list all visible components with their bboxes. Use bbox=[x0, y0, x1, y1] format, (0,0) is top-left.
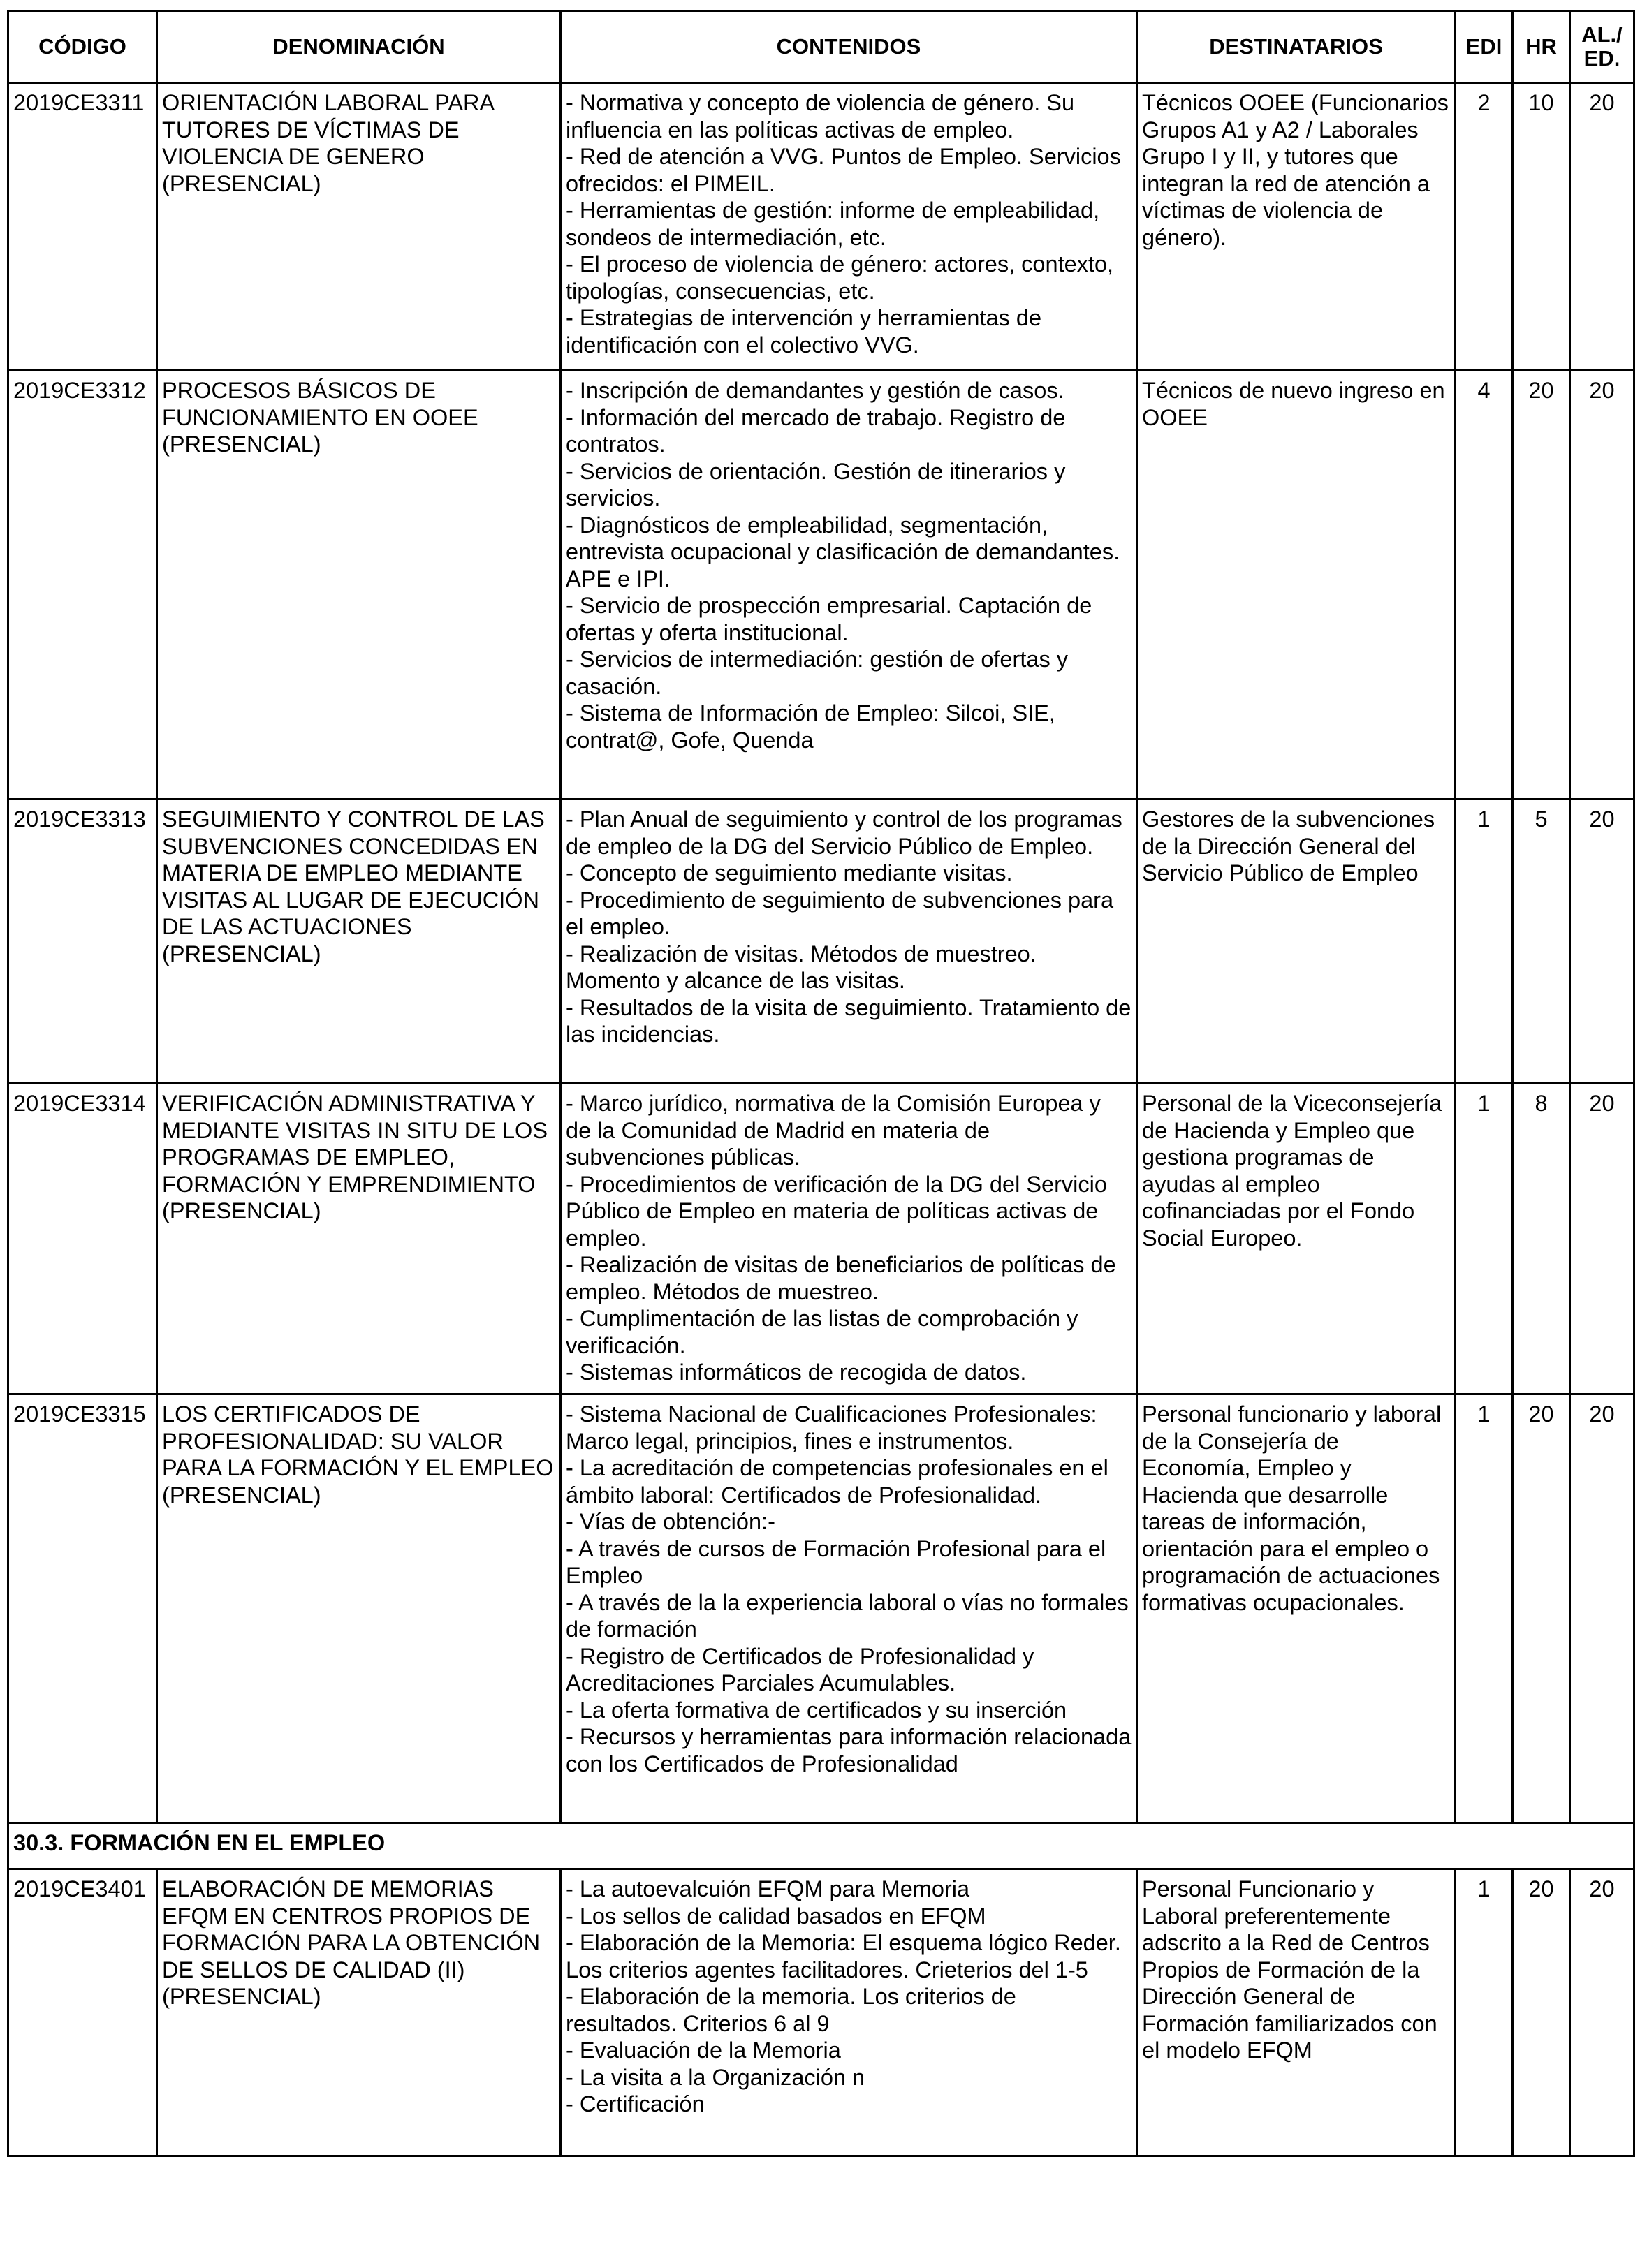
cell-codigo: 2019CE3312 bbox=[8, 371, 157, 800]
cell-al-ed: 20 bbox=[1570, 1394, 1634, 1823]
content-item: - Herramientas de gestión: informe de empleabilidad, sondeos de intermediación, etc. bbox=[566, 198, 1100, 250]
content-item: - Procedimientos de verificación de la DG del Servicio Público de Empleo en materia de políticas activas de empleo. bbox=[566, 1171, 1107, 1251]
course-table-page bbox=[7, 10, 1633, 2157]
cell-destinatarios: Personal funcionario y laboral de la Consejería de Economía, Empleo y Hacienda que desarrolle tareas de información, orientación para el empleo o programación de actuaciones formativas ocupacionales. bbox=[1137, 1394, 1456, 1823]
cell-destinatarios: Personal de la Viceconsejería de Hacienda y Empleo que gestiona programas de ayudas al empleo cofinanciadas por el Fondo Social Europeo. bbox=[1137, 1084, 1456, 1394]
cell-edi: 2 bbox=[1456, 83, 1513, 371]
cell-al-ed: 20 bbox=[1570, 800, 1634, 1084]
header-hr: HR bbox=[1513, 11, 1570, 83]
header-denominacion: DENOMINACIÓN bbox=[157, 11, 561, 83]
content-item: - Realización de visitas de beneficiarios de políticas de empleo. Métodos de muestreo. bbox=[566, 1252, 1116, 1304]
cell-contenidos bbox=[561, 83, 1137, 371]
content-item: - Procedimiento de seguimiento de subvenciones para el empleo. bbox=[566, 887, 1114, 939]
content-item: - Sistema de Información de Empleo: Silcoi, SIE, contrat@, Gofe, Quenda bbox=[566, 700, 1055, 753]
content-item: - Marco jurídico, normativa de la Comisión Europea y de la Comunidad de Madrid en materia de subvenciones públicas. bbox=[566, 1091, 1101, 1170]
content-item: - La autoevalcuión EFQM para Memoria bbox=[566, 1876, 970, 1901]
content-item: - Elaboración de la memoria. Los criterios de resultados. Criterios 6 al 9 bbox=[566, 1984, 1016, 2036]
content-item: - Sistema Nacional de Cualificaciones Profesionales: Marco legal, principios, fines e instrumentos. bbox=[566, 1401, 1097, 1454]
cell-hr: 20 bbox=[1513, 1869, 1570, 2156]
content-item: - Registro de Certificados de Profesionalidad y Acreditaciones Parciales Acumulables. bbox=[566, 1643, 1034, 1695]
header-codigo: CÓDIGO bbox=[8, 11, 157, 83]
cell-hr: 20 bbox=[1513, 1394, 1570, 1823]
content-item: - A través de cursos de Formación Profesional para el Empleo bbox=[566, 1536, 1106, 1588]
content-item: - Elaboración de la Memoria: El esquema lógico Reder. Los criterios agentes facilitadores. Crieterios del 1-5 bbox=[566, 1930, 1121, 1982]
section-row bbox=[8, 1823, 1634, 1869]
cell-hr: 5 bbox=[1513, 800, 1570, 1084]
content-item: - La oferta formativa de certificados y su inserción bbox=[566, 1697, 1067, 1723]
table-row bbox=[8, 371, 1634, 800]
cell-destinatarios: Técnicos de nuevo ingreso en OOEE bbox=[1137, 371, 1456, 800]
header-al-ed-line1: AL./ bbox=[1581, 22, 1623, 47]
cell-destinatarios: Técnicos OOEE (Funcionarios Grupos A1 y A2 / Laborales Grupo I y II, y tutores que integran la red de atención a víctimas de violencia de género). bbox=[1137, 83, 1456, 371]
cell-hr: 20 bbox=[1513, 371, 1570, 800]
cell-codigo: 2019CE3313 bbox=[8, 800, 157, 1084]
cell-contenidos bbox=[561, 371, 1137, 800]
cell-al-ed: 20 bbox=[1570, 83, 1634, 371]
table-header-row bbox=[8, 11, 1634, 83]
cell-contenidos bbox=[561, 800, 1137, 1084]
content-item: - Información del mercado de trabajo. Registro de contratos. bbox=[566, 404, 1066, 457]
content-item: - La visita a la Organización n bbox=[566, 2064, 865, 2090]
cell-edi: 1 bbox=[1456, 1869, 1513, 2156]
content-item: - El proceso de violencia de género: actores, contexto, tipologías, consecuencias, etc. bbox=[566, 251, 1114, 304]
content-item: - Recursos y herramientas para información relacionada con los Certificados de Profesionalidad bbox=[566, 1724, 1132, 1776]
cell-edi: 1 bbox=[1456, 800, 1513, 1084]
cell-denominacion: LOS CERTIFICADOS DE PROFESIONALIDAD: SU VALOR PARA LA FORMACIÓN Y EL EMPLEO (PRESENCIAL) bbox=[157, 1394, 561, 1823]
cell-destinatarios: Personal Funcionario y Laboral preferentemente adscrito a la Red de Centros Propios de Formación de la Dirección General de Formación familiarizados con el modelo EFQM bbox=[1137, 1869, 1456, 2156]
content-item: - Inscripción de demandantes y gestión de casos. bbox=[566, 378, 1064, 403]
content-item: - Red de atención a VVG. Puntos de Empleo. Servicios ofrecidos: el PIMEIL. bbox=[566, 144, 1121, 196]
cell-codigo: 2019CE3315 bbox=[8, 1394, 157, 1823]
content-item: - Los sellos de calidad basados en EFQM bbox=[566, 1903, 986, 1929]
header-edi: EDI bbox=[1456, 11, 1513, 83]
content-item: - Servicios de intermediación: gestión de ofertas y casación. bbox=[566, 647, 1068, 699]
table-row bbox=[8, 1394, 1634, 1823]
content-item: - Servicios de orientación. Gestión de itinerarios y servicios. bbox=[566, 458, 1066, 510]
cell-denominacion: SEGUIMIENTO Y CONTROL DE LAS SUBVENCIONES CONCEDIDAS EN MATERIA DE EMPLEO MEDIANTE VISITAS AL LUGAR DE EJECUCIÓN DE LAS ACTUACIONES (PRESENCIAL) bbox=[157, 800, 561, 1084]
content-item: - Vías de obtención:- bbox=[566, 1509, 775, 1534]
content-item: - Sistemas informáticos de recogida de datos. bbox=[566, 1360, 1027, 1385]
cell-denominacion: PROCESOS BÁSICOS DE FUNCIONAMIENTO EN OOEE (PRESENCIAL) bbox=[157, 371, 561, 800]
content-item: - Normativa y concepto de violencia de género. Su influencia en las políticas activas de empleo. bbox=[566, 90, 1075, 142]
content-item: - La acreditación de competencias profesionales en el ámbito laboral: Certificados de Profesionalidad. bbox=[566, 1455, 1108, 1508]
table-row bbox=[8, 800, 1634, 1084]
header-destinatarios: DESTINATARIOS bbox=[1137, 11, 1456, 83]
content-item: - Cumplimentación de las listas de comprobación y verificación. bbox=[566, 1306, 1078, 1358]
cell-hr: 10 bbox=[1513, 83, 1570, 371]
content-item: - Diagnósticos de empleabilidad, segmentación, entrevista ocupacional y clasificación de demandantes. APE e IPI. bbox=[566, 512, 1120, 591]
cell-edi: 4 bbox=[1456, 371, 1513, 800]
content-item: - Concepto de seguimiento mediante visitas. bbox=[566, 860, 1013, 885]
cell-al-ed: 20 bbox=[1570, 371, 1634, 800]
table-row bbox=[8, 83, 1634, 371]
cell-denominacion: ELABORACIÓN DE MEMORIAS EFQM EN CENTROS PROPIOS DE FORMACIÓN PARA LA OBTENCIÓN DE SELLOS DE CALIDAD (II) (PRESENCIAL) bbox=[157, 1869, 561, 2156]
content-item: - Evaluación de la Memoria bbox=[566, 2038, 841, 2063]
table-row bbox=[8, 1869, 1634, 2156]
course-table bbox=[7, 10, 1635, 2157]
cell-edi: 1 bbox=[1456, 1394, 1513, 1823]
content-item: - Resultados de la visita de seguimiento. Tratamiento de las incidencias. bbox=[566, 994, 1132, 1047]
content-item: - Servicio de prospección empresarial. Captación de ofertas y oferta institucional. bbox=[566, 593, 1092, 645]
content-item: - A través de la la experiencia laboral o vías no formales de formación bbox=[566, 1589, 1129, 1642]
header-contenidos: CONTENIDOS bbox=[561, 11, 1137, 83]
content-item: - Certificación bbox=[566, 2091, 705, 2116]
cell-denominacion: VERIFICACIÓN ADMINISTRATIVA Y MEDIANTE VISITAS IN SITU DE LOS PROGRAMAS DE EMPLEO, FORMACIÓN Y EMPRENDIMIENTO (PRESENCIAL) bbox=[157, 1084, 561, 1394]
content-item: - Realización de visitas. Métodos de muestreo. Momento y alcance de las visitas. bbox=[566, 941, 1037, 993]
cell-denominacion: ORIENTACIÓN LABORAL PARA TUTORES DE VÍCTIMAS DE VIOLENCIA DE GENERO (PRESENCIAL) bbox=[157, 83, 561, 371]
header-al-ed bbox=[1570, 11, 1634, 83]
table-row bbox=[8, 1084, 1634, 1394]
cell-contenidos bbox=[561, 1869, 1137, 2156]
cell-codigo: 2019CE3311 bbox=[8, 83, 157, 371]
cell-contenidos bbox=[561, 1084, 1137, 1394]
cell-contenidos bbox=[561, 1394, 1137, 1823]
cell-codigo: 2019CE3401 bbox=[8, 1869, 157, 2156]
cell-al-ed: 20 bbox=[1570, 1869, 1634, 2156]
header-al-ed-line2: ED. bbox=[1583, 46, 1620, 71]
content-item: - Estrategias de intervención y herramientas de identificación con el colectivo VVG. bbox=[566, 305, 1042, 358]
cell-destinatarios: Gestores de la subvenciones de la Dirección General del Servicio Público de Empleo bbox=[1137, 800, 1456, 1084]
cell-edi: 1 bbox=[1456, 1084, 1513, 1394]
cell-codigo: 2019CE3314 bbox=[8, 1084, 157, 1394]
section-title: 30.3. FORMACIÓN EN EL EMPLEO bbox=[8, 1823, 1634, 1869]
cell-hr: 8 bbox=[1513, 1084, 1570, 1394]
content-item: - Plan Anual de seguimiento y control de los programas de empleo de la DG del Servicio Público de Empleo. bbox=[566, 807, 1122, 859]
cell-al-ed: 20 bbox=[1570, 1084, 1634, 1394]
